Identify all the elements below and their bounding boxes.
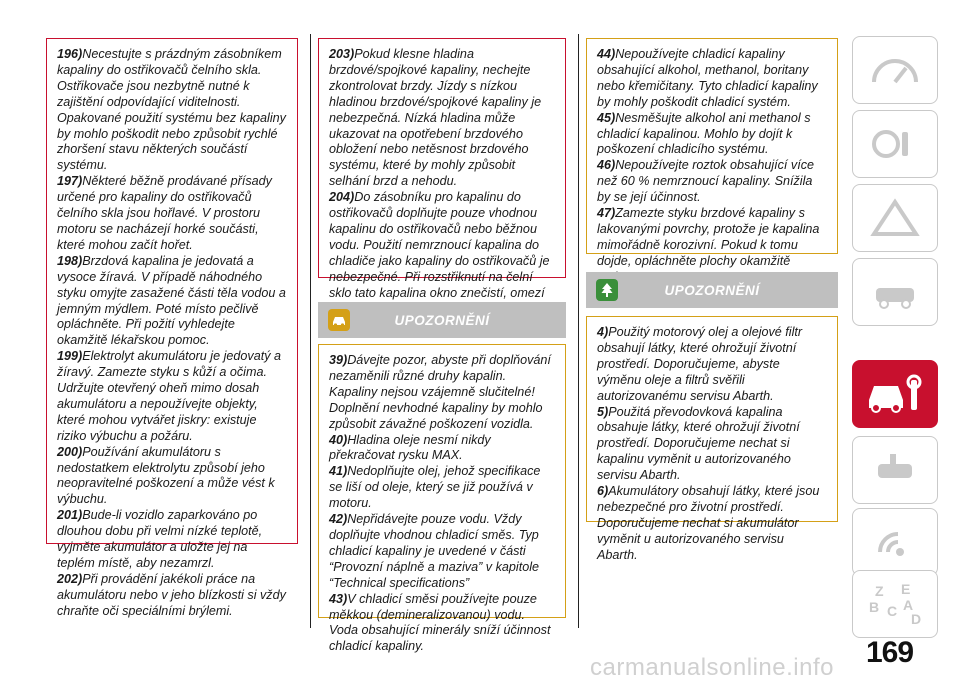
- nav-tab-dashboard[interactable]: [852, 36, 938, 104]
- note-text: Nesměšujte alkohol ani methanol s chladicí kapalinou. Mohlo by dojít k poškození chladicího systému.: [597, 110, 811, 157]
- note-number: 196): [57, 47, 83, 61]
- note-item: [329, 47, 555, 190]
- note-text: Elektrolyt akumulátoru je jedovatý a žíravý. Zamezte styku s kůží a očima. Udržujte otevřený oheň mimo dosah akumulátoru a nepoužívejte objekty, které mohou vytvářet jiskry: existuje riziko výbuchu a požáru.: [57, 349, 282, 443]
- note-item: [597, 325, 827, 405]
- notes-list: [57, 47, 287, 620]
- svg-text:E: E: [901, 581, 911, 597]
- note-number: 199): [57, 349, 83, 364]
- note-item: [57, 508, 287, 572]
- technical-specs-icon: [870, 450, 920, 490]
- note-item: [597, 111, 827, 159]
- note-number: 39): [329, 353, 348, 367]
- note-number: 197): [57, 174, 83, 189]
- environment-header: [586, 272, 838, 308]
- index-icon: [865, 580, 925, 628]
- note-text: Pokud klesne hladina brzdové/spojkové kapaliny, nechejte zkontrolovat brzdy. Jízdy s nízkou hladinou brzdové/spojkové kapaliny je nebezpečná. Nízká hladina může ukazovat na opotřebení brzdového obložení nebo netěsnost brzdového systému, které by mohly způsobit selhání brzd a nehodu.: [329, 47, 542, 189]
- svg-text:A: A: [903, 597, 914, 613]
- note-text: Některé běžně prodávané přísady určené pro kapaliny do ostřikovačů čelního skla jsou hořlavé. V prostoru motoru se nacházejí horké součásti, které mohou začít hořet.: [57, 174, 272, 252]
- note-number: 40): [329, 432, 348, 447]
- notes-list: [597, 47, 827, 286]
- note-number: 198): [57, 253, 83, 268]
- note-number: 202): [57, 571, 83, 586]
- note-number: 46): [597, 158, 616, 173]
- note-text: Hladina oleje nesmí nikdy překračovat rysku MAX.: [329, 432, 491, 463]
- note-item: [329, 353, 555, 433]
- car-service-icon: [863, 374, 927, 414]
- watermark: carmanualsonline.info: [590, 654, 834, 681]
- note-item: [57, 349, 287, 444]
- note-text: Brzdová kapalina je jedovatá a vysoce žíravá. V případě náhodného styku omyjte zasažené části těla vodou a jemným mýdlem. Poté místo pečlivě opláchněte. Při požití vyhledejte okamžitě lékařskou pomoc.: [57, 253, 286, 348]
- note-number: 6): [597, 484, 609, 499]
- note-text: Nedoplňujte olej, jehož specifikace se liší od oleje, který se již používá v motoru.: [329, 464, 541, 511]
- breakdown-icon: [870, 272, 920, 312]
- multimedia-icon: [870, 522, 920, 562]
- note-number: 200): [57, 444, 83, 459]
- tree-icon: [600, 282, 614, 298]
- nav-tab-technical[interactable]: [852, 436, 938, 504]
- note-text: Do zásobníku pro kapalinu do ostřikovačů doplňujte pouze vhodnou kapalinu do ostřikovačů nebo běžnou vodu. Použití nemrznoucí kapalina do chladiče jako kapaliny do ostřikovačů je nebezpečné. Při rozstřiknutí na čelní sklo tato kapalina okno znečistí, omezí: [329, 190, 550, 300]
- dashboard-icon: [870, 52, 920, 88]
- note-number: 45): [597, 110, 616, 125]
- page-number: 169: [866, 636, 914, 669]
- note-item: [57, 174, 287, 254]
- note-number: 41): [329, 464, 348, 479]
- note-number: 43): [329, 591, 348, 606]
- note-item: [329, 592, 555, 656]
- nav-tab-starting[interactable]: [852, 184, 938, 252]
- note-number: 47): [597, 206, 616, 221]
- column-divider-2: [578, 34, 579, 628]
- note-text: Necestujte s prázdným zásobníkem kapaliny do ostřikovačů čelního skla. Ostřikovače jsou nezbytně nutné k zajištění odpovídající viditelnosti. Opakované použití systému bez kapaliny by mohlo poškodit nebo způsobit rychlé zhoršení stavu některých součástí systému.: [57, 47, 286, 173]
- note-number: 4): [597, 325, 609, 339]
- note-text: Nepřidávejte pouze vodu. Vždy doplňujte vhodnou chladicí směs. Typ chladicí kapaliny je uvedené v části “Provozní náplně a maziva” v kapitole “Technical specifications”: [329, 512, 539, 590]
- note-number: 44): [597, 47, 616, 61]
- key-steering-icon: [870, 124, 920, 164]
- svg-text:D: D: [911, 611, 922, 627]
- note-number: 201): [57, 508, 83, 523]
- warning-triangle-icon: [870, 198, 920, 238]
- note-item: [597, 47, 827, 111]
- nav-tab-multimedia[interactable]: [852, 508, 938, 576]
- note-item: [57, 47, 287, 174]
- note-text: V chladicí směsi používejte pouze měkkou (demineralizovanou) vodu. Voda obsahující minerály sníží účinnost chladicí kapaliny.: [329, 591, 551, 654]
- column-divider: [310, 34, 311, 628]
- svg-text:C: C: [887, 603, 898, 619]
- note-text: Použitý motorový olej a olejové filtr obsahují látky, které ohrožují životní prostředí. Doporučujeme, abyste výměnu oleje a filtrů svěřili autorizovanému servisu Abarth.: [597, 325, 803, 403]
- safety-notes-box-2: [318, 38, 566, 300]
- note-text: Používání akumulátoru s nedostatkem elektrolytu způsobí jeho neopravitelné poškození a může vést k výbuchu.: [57, 444, 275, 507]
- warning-notes-box: [318, 344, 566, 654]
- note-text: Použitá převodovková kapalina obsahuje látky, které ohrožují životní prostředí. Doporučujeme nechat si kapalinu vyměnit u autorizovaného servisu Abarth.: [597, 404, 800, 483]
- svg-text:B: B: [869, 599, 880, 615]
- note-item: [329, 464, 555, 512]
- warning-notes-list: [329, 353, 555, 655]
- note-text: Dávejte pozor, abyste při doplňování nezaměnili různé druhy kapalin. Kapaliny nejsou vzájemně slučitelné! Doplnění nevhodné kapaliny by mohlo způsobit závažné poškození vozidla.: [329, 353, 551, 431]
- note-item: [597, 405, 827, 485]
- car-damage-icon: [331, 313, 347, 327]
- safety-notes-box: [46, 38, 298, 618]
- svg-text:Z: Z: [875, 583, 884, 599]
- nav-tab-emergency[interactable]: [852, 258, 938, 326]
- note-number: 42): [329, 512, 348, 527]
- note-item: [329, 433, 555, 465]
- note-item: [597, 158, 827, 206]
- note-text: Při provádění jakékoli práce na akumulátoru nebo v jeho blízkosti si vždy chraňte oči speciálními brýlemi.: [57, 571, 286, 618]
- note-text: Zamezte styku brzdové kapaliny s lakovanými povrchy, protože je kapalina mimořádně korozivní. Pokud k tomu dojde, opláchněte plochy okamžitě: [597, 206, 820, 268]
- warning-title: UPOZORNĚNÍ: [394, 312, 490, 328]
- note-item: [57, 572, 287, 620]
- note-number: 204): [329, 190, 355, 205]
- nav-tab-index[interactable]: [852, 570, 938, 638]
- note-text: Nepoužívejte roztok obsahující více než 60 % nemrznoucí kapaliny. Snížila by se její účinnost.: [597, 158, 815, 205]
- note-item: [57, 254, 287, 349]
- notes-box-3: [586, 38, 838, 268]
- note-number: 203): [329, 47, 355, 61]
- warning-header: [318, 302, 566, 338]
- note-item: [597, 484, 827, 564]
- note-item: [329, 190, 555, 317]
- nav-tab-maintenance[interactable]: [852, 360, 938, 428]
- warning-badge: [328, 309, 350, 331]
- environment-badge: [596, 279, 618, 301]
- nav-tab-safety[interactable]: [852, 110, 938, 178]
- note-item: [329, 512, 555, 592]
- note-text: Nepoužívejte chladicí kapaliny obsahující alkohol, methanol, boritany nebo křemičitany. Tyto chladicí kapaliny by mohly poškodit chladicí systém.: [597, 47, 818, 109]
- note-text: Bude-li vozidlo zaparkováno po dlouhou dobu při velmi nízké teplotě, vyjměte akumulátor a uložte jej na teplém místě, aby nezamrzl.: [57, 508, 263, 570]
- environment-notes-box: [586, 316, 838, 562]
- note-number: 5): [597, 404, 609, 419]
- notes-list: [329, 47, 555, 317]
- environment-notes-list: [597, 325, 827, 564]
- note-text: Akumulátory obsahují látky, které jsou nebezpečné pro životní prostředí. Doporučujeme nechat si akumulátor vyměnit u autorizovaného servisu Abarth.: [597, 484, 820, 562]
- environment-title: UPOZORNĚNÍ: [664, 282, 760, 298]
- note-item: [57, 445, 287, 509]
